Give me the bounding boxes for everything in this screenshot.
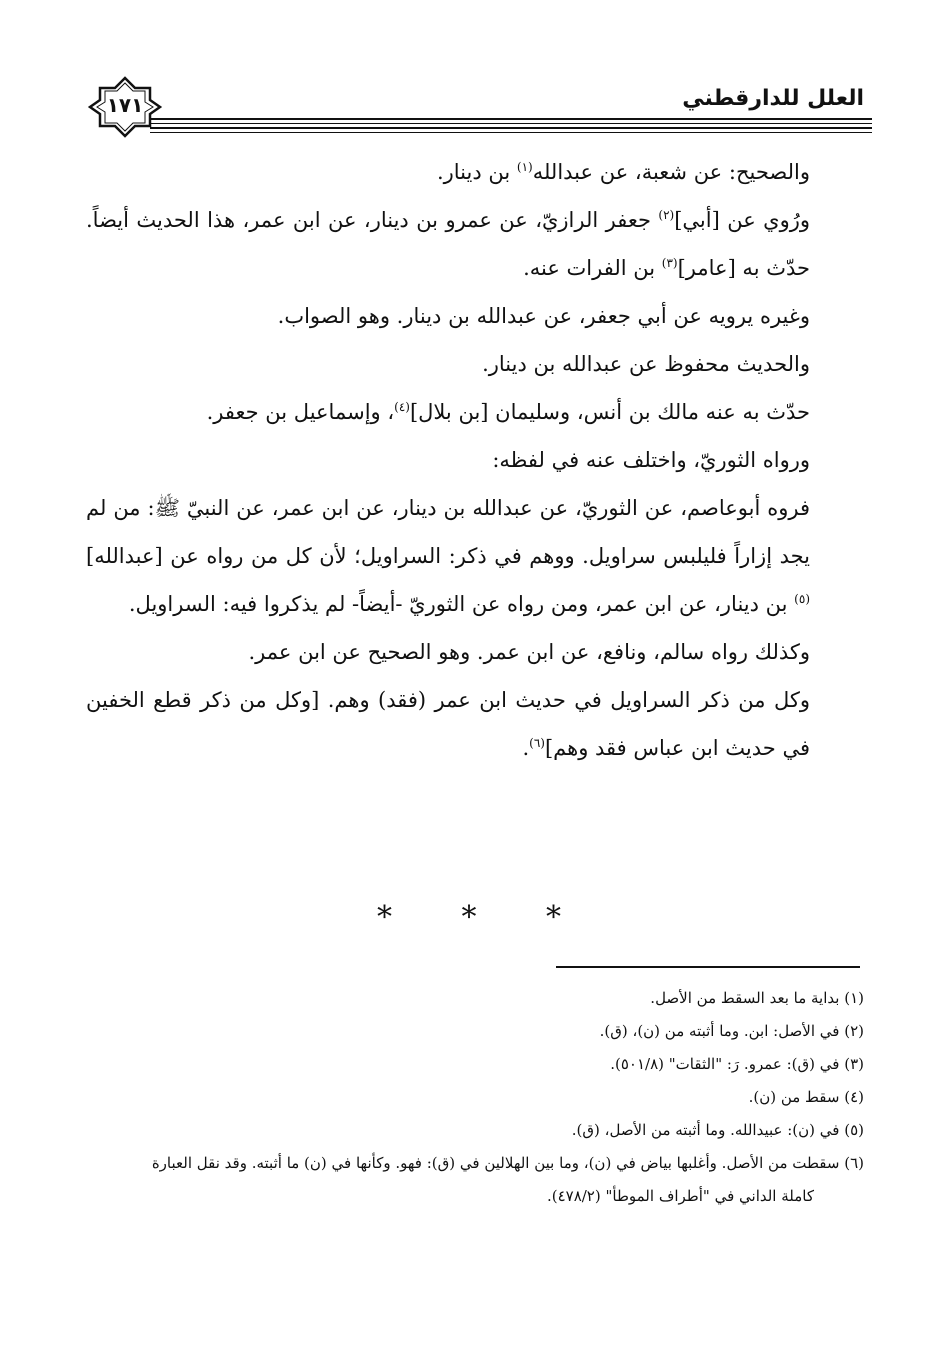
section-separator (0, 900, 938, 935)
footnote: (٤) سقط من (ن). (748, 1088, 864, 1106)
footnote-ref: (٤) (394, 400, 410, 414)
paragraph: وكل من ذكر السراويل في حديث ابن عمر (فقد) وهم. [وكل من ذكر قطع الخفين في حديث ابن عباس فقد وهم]$^{(٦)}$. (86, 688, 810, 760)
footnote-ref: (١) (516, 160, 533, 174)
asterisk: * (376, 900, 392, 935)
footnote-ref: (٥) (794, 592, 810, 606)
footnote: (٣) في (ق): عمرو. رَ: "الثقات" (٥٠١/٨). (610, 1055, 864, 1073)
paragraph: حدّث به عنه مالك بن أنس، وسليمان [بن بلال]$^{(٤)}$، وإسماعيل بن جعفر. (206, 400, 810, 424)
header-rule (150, 118, 872, 136)
main-text (86, 148, 864, 772)
footnote-ref: (٣) (661, 256, 678, 270)
footnote-ref: (٦) (529, 736, 545, 750)
footnote: (٥) في (ن): عبيدالله. وما أثبته من الأصل، (ق). (571, 1121, 864, 1139)
paragraph: ورُوي عن [أبي]$^{(٢)}$ جعفر الرازيّ، عن عمرو بن دينار، عن ابن عمر، هذا الحديث أيضاً. حدّث به [عامر]$^{(٣)}$ بن الفرات عنه. (86, 208, 811, 280)
page-number-badge (88, 76, 162, 138)
asterisk: * (546, 900, 562, 935)
footnote-ref: (٢) (658, 208, 675, 222)
page-header (80, 70, 872, 130)
asterisk: * (461, 900, 477, 935)
paragraph: والصحيح: عن شعبة، عن عبدالله$^{(١)}$ بن دينار. (436, 160, 810, 184)
footnotes (86, 982, 864, 1213)
footnote-continuation: كاملة الداني في "أطراف الموطأ" (٤٧٨/٢). (546, 1187, 814, 1205)
paragraph: ورواه الثوريّ، واختلف عنه في لفظه: (492, 448, 810, 472)
paragraph: والحديث محفوظ عن عبدالله بن دينار. (482, 352, 810, 376)
paragraph: فروه أبوعاصم، عن الثوريّ، عن عبدالله بن دينار، عن ابن عمر، عن النبيّ ﷺ: من لم يجد إزاراً فليلبس سراويل. ووهم في ذكر: السراويل؛ لأن كل من رواه عن [عبدالله]$^{(٥)}$ بن دينار، عن ابن عمر، ومن رواه عن الثوريّ -أيضاً- لم يذكروا فيه: السراويل. (86, 496, 810, 616)
footnote: (٢) في الأصل: ابن. وما أثبته من (ن)، (ق). (599, 1022, 864, 1040)
paragraph: وكذلك رواه سالم، ونافع، عن ابن عمر. وهو الصحيح عن ابن عمر. (248, 640, 810, 664)
paragraph: وغيره يرويه عن أبي جعفر، عن عبدالله بن دينار. وهو الصواب. (277, 304, 810, 328)
book-title: العلل للدارقطني (682, 86, 864, 111)
page-number: ١٧١ (106, 93, 144, 117)
footnote: (١) بداية ما بعد السقط من الأصل. (650, 989, 864, 1007)
footnote-rule (556, 966, 860, 968)
footnote: (٦) سقطت من الأصل. وأغلبها بياض في (ن)، وما بين الهلالين في (ق): فهو. وكأنها في (ن) ما أثبته. وقد نقل العبارة (151, 1154, 864, 1172)
